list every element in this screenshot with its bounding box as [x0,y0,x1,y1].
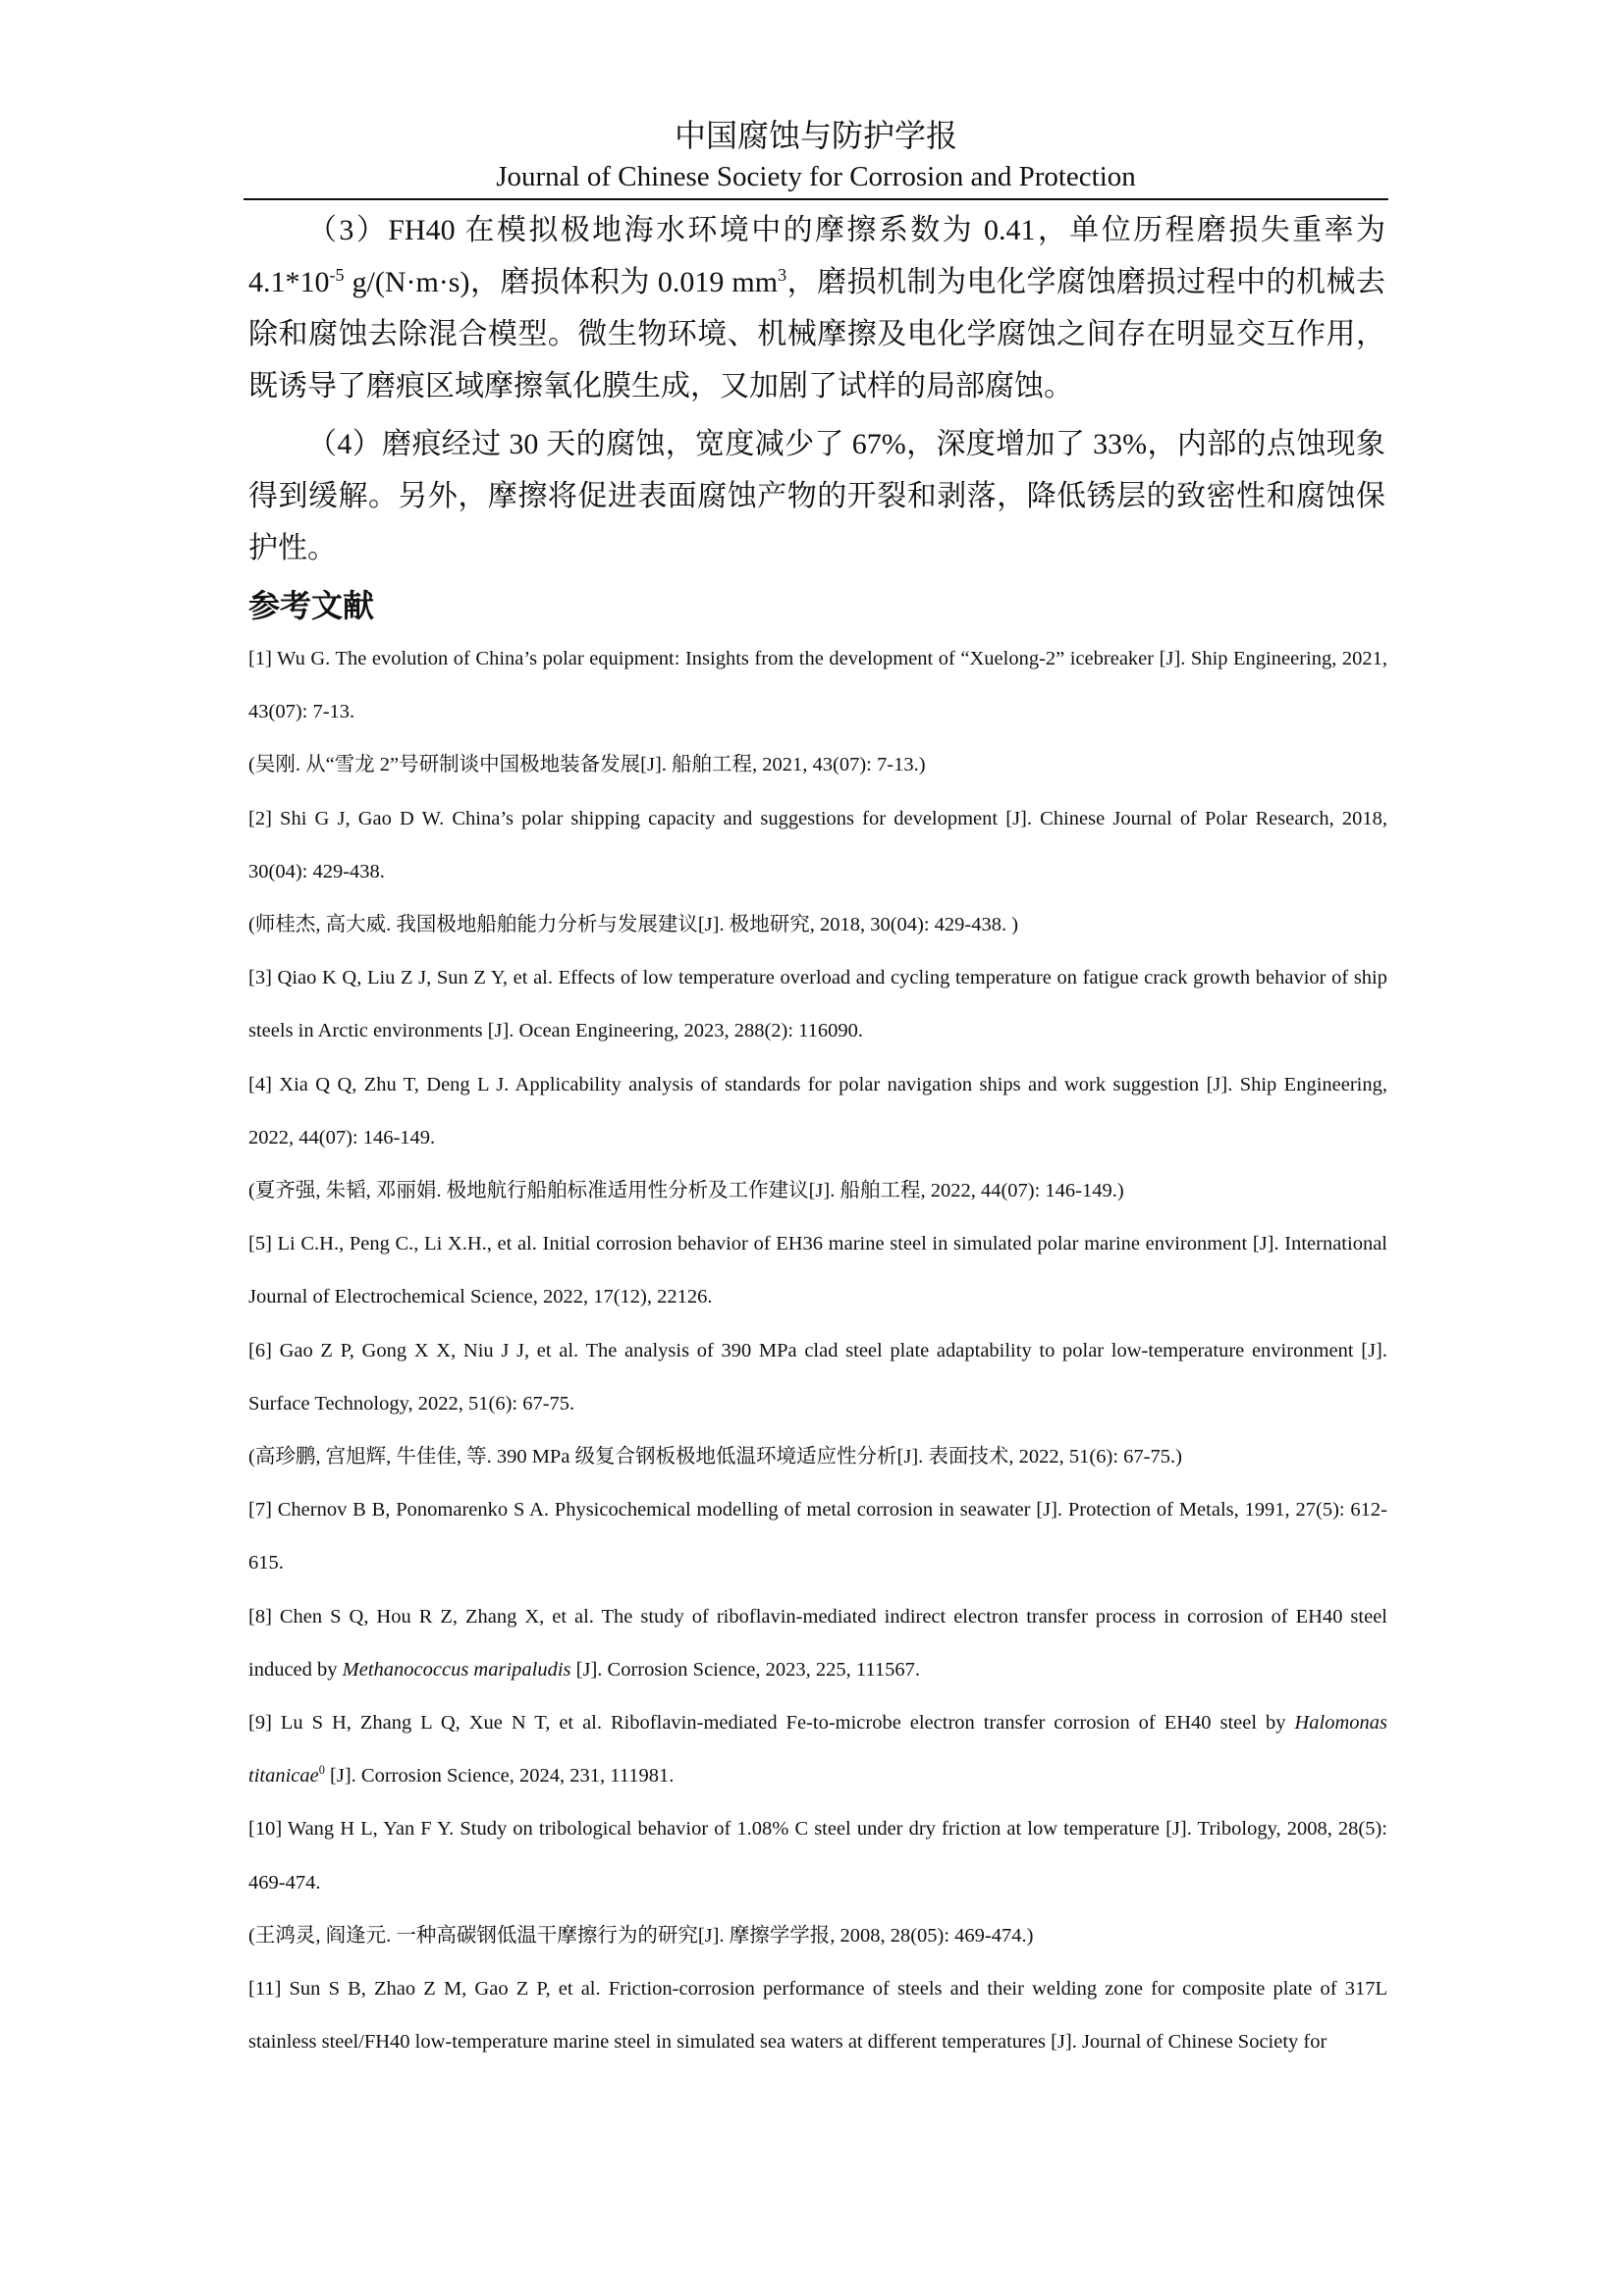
conclusion-paragraph-3 [248,204,1385,412]
reference-translation: (师桂杰, 高大威. 我国极地船舶能力分析与发展建议[J]. 极地研究, 2018, 30(04): 429-438. ) [248,914,1019,936]
journal-header [244,114,1388,196]
reference-translation: (王鸿灵, 阎逢元. 一种高碳钢低温干摩擦行为的研究[J]. 摩擦学学报, 2008, 28(05): 469-474.) [248,1924,1034,1947]
reference-text: [J]. Corrosion Science, 2024, 231, 111981. [324,1765,675,1788]
reference-entry [248,1590,1387,1696]
exponent: -5 [329,265,345,285]
references-heading: 参考文献 [248,587,375,624]
reference-list [248,632,1387,2068]
conclusion-text: g/(N·m·s)，磨损体积为 0.019 mm [344,266,779,298]
reference-translation: (高珍鹏, 宫旭辉, 牛佳佳, 等. 390 MPa 级复合钢板极地低温环境适应性分析[J]. 表面技术, 2022, 51(6): 67-75.) [248,1446,1182,1468]
reference-text: [9] Lu S H, Zhang L Q, Xue N T, et al. Riboflavin-mediated Fe-to-microbe electron transfer corrosion of EH40 steel by [248,1712,1295,1735]
reference-translation: (夏齐强, 朱韬, 邓丽娟. 极地航行船舶标准适用性分析及工作建议[J]. 船舶工程, 2022, 44(07): 146-149.) [248,1180,1124,1202]
journal-title-cn: 中国腐蚀与防护学报 [674,118,957,153]
conclusions [248,204,1385,574]
reference-translation: (吴刚. 从“雪龙 2”号研制谈中国极地装备发展[J]. 船舶工程, 2021, 43(07): 7-13.) [248,754,926,776]
reference-entry: [4] Xia Q Q, Zhu T, Deng L J. Applicability analysis of standards for polar navigation ships and work suggestion [J]. Ship Engineering, 2022, 44(07): 146-149. [248,1073,1387,1148]
reference-entry: [2] Shi G J, Gao D W. China’s polar shipping capacity and suggestions for development [J]. Chinese Journal of Polar Research, 2018, 30(04): 429-438. [248,807,1387,882]
reference-entry: [3] Qiao K Q, Liu Z J, Sun Z Y, et al. Effects of low temperature overload and cycling temperature on fatigue crack growth behavior of ship steels in Arctic environments [J]. Ocean Engineering, 2023, 288(2): 116090. [248,967,1387,1042]
reference-text: [J]. Corrosion Science, 2023, 225, 111567. [570,1658,921,1681]
reference-text: [8] Chen S Q, Hou R Z, Zhang X, et al. The study of riboflavin-mediated indirect electron transfer process in corrosion of EH40 steel induced by [248,1605,1387,1681]
exponent: 3 [778,265,787,285]
conclusion-paragraph-4: （4）磨痕经过 30 天的腐蚀，宽度减少了 67%，深度增加了 33%，内部的点蚀现象得到缓解。另外，摩擦将促进表面腐蚀产物的开裂和剥落，降低锈层的致密性和腐蚀保护性。 [248,428,1385,564]
reference-entry: [11] Sun S B, Zhao Z M, Gao Z P, et al. Friction-corrosion performance of steels and their welding zone for composite plate of 317L stainless steel/FH40 low-temperature marine steel in simulated sea waters at different temperatures [J]. Journal of Chinese Society for [248,1978,1387,2054]
header-rule [244,198,1388,200]
reference-entry [248,1696,1387,1802]
conclusion-text: ，磨损机制为电化学腐蚀磨损过程中的机械去除和腐蚀去除混合模型。微生物环境、机械摩擦及电化学腐蚀之间存在明显交互作用，既诱导了磨痕区域摩擦氧化膜生成，又加剧了试样的局部腐蚀。 [248,266,1385,402]
journal-title-en: Journal of Chinese Society for Corrosion and Protection [496,161,1136,192]
reference-entry: [5] Li C.H., Peng C., Li X.H., et al. Initial corrosion behavior of EH36 marine steel in simulated polar marine environment [J]. International Journal of Electrochemical Science, 2022, 17(12), 22126. [248,1233,1387,1308]
superscript: 0 [318,1763,325,1778]
conclusion-text: （3）FH40 在模拟极地海水环境中的摩擦系数为 0.41，单位历程磨损失重率为 4.1*10 [248,214,1385,298]
reference-entry: [7] Chernov B B, Ponomarenko S A. Physicochemical modelling of metal corrosion in seawater [J]. Protection of Metals, 1991, 27(5): 612-615. [248,1499,1387,1575]
species-name: Halomonas titanicae [248,1712,1387,1788]
species-name: Methanococcus maripaludis [342,1658,571,1681]
reference-entry: [1] Wu G. The evolution of China’s polar equipment: Insights from the development of “Xuelong-2” icebreaker [J]. Ship Engineering, 2021, 43(07): 7-13. [248,648,1387,723]
reference-entry: [6] Gao Z P, Gong X X, Niu J J, et al. The analysis of 390 MPa clad steel plate adaptability to polar low-temperature environment [J]. Surface Technology, 2022, 51(6): 67-75. [248,1339,1387,1415]
reference-entry: [10] Wang H L, Yan F Y. Study on tribological behavior of 1.08% C steel under dry friction at low temperature [J]. Tribology, 2008, 28(5): 469-474. [248,1818,1387,1894]
